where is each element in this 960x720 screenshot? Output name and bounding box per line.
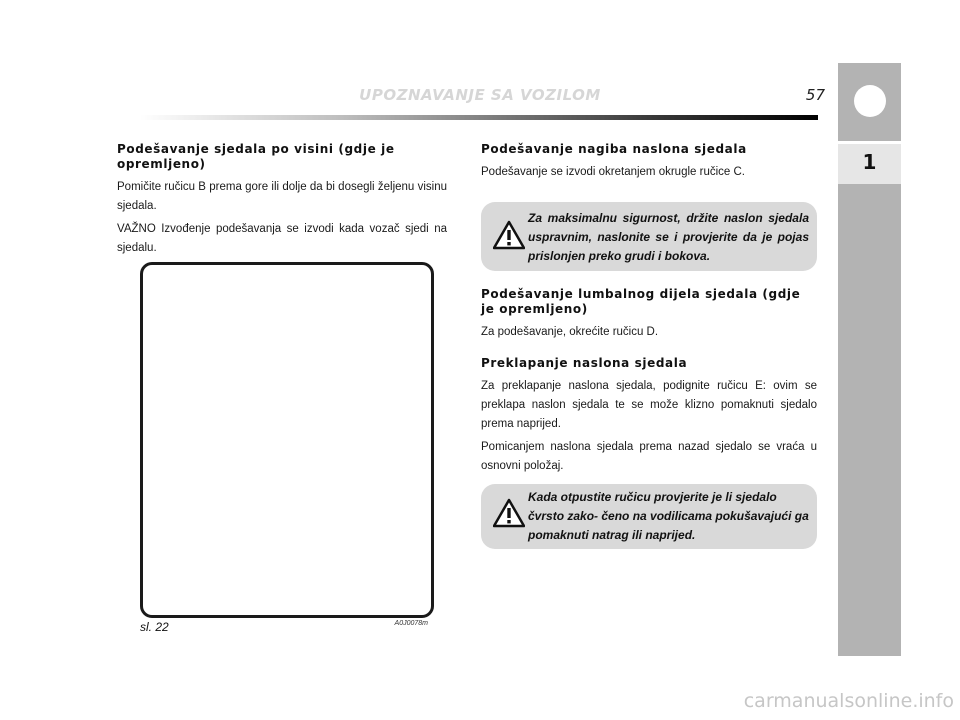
paragraph: VAŽNO Izvođenje podešavanja se izvodi kada vozač sjedi na sjedalu. [117, 223, 447, 254]
warning-text: Za maksimalnu sigurnost, držite naslon sjedala uspravnim, naslonite se i provjerite da je pojas prislonjen preko grudi i bokova. [528, 211, 809, 263]
right-column [481, 142, 817, 476]
paragraph: Pomicanjem naslona sjedala prema nazad sjedalo se vraća u osnovni položaj. [481, 441, 817, 472]
header-rule [140, 115, 818, 120]
paragraph: Za podešavanje, okrećite ručicu D. [481, 326, 659, 338]
section-heading-backrest-tilt: Podešavanje nagiba naslona sjedala [481, 142, 747, 156]
warning-box [481, 484, 817, 549]
warning-triangle-icon [493, 498, 525, 528]
left-column [117, 142, 447, 258]
paragraph: Pomičite ručicu B prema gore ili dolje da bi dosegli željenu visinu sjedala. [117, 181, 447, 212]
warning-triangle-icon [493, 220, 525, 250]
section-heading-lumbar: Podešavanje lumbalnog dijela sjedala (gdje je opremljeno) [481, 287, 801, 316]
section-heading-seat-height: Podešavanje sjedala po visini (gdje je opremljeno) [117, 142, 395, 171]
section-heading-backrest-fold: Preklapanje naslona sjedala [481, 356, 688, 370]
warning-box [481, 202, 817, 271]
warning-text: Kada otpustite ručicu provjerite je li sjedalo čvrsto zako- čeno na vodilicama pokušavajući ga pomaknuti natrag ili naprijed. [528, 490, 809, 542]
figure-image-frame [140, 262, 434, 618]
paragraph: Za preklapanje naslona sjedala, podignite ručicu E: ovim se preklapa naslon sjedala te se može klizno pomaknuti sjedalo prema naprijed. [481, 380, 817, 430]
chapter-number: 1 [862, 150, 877, 174]
paragraph: Podešavanje se izvodi okretanjem okrugle ručice C. [481, 166, 745, 178]
running-header-title: UPOZNAVANJE SA VOZILOM [359, 86, 601, 104]
figure-code: A0J0078m [394, 620, 428, 627]
chapter-circle-icon [854, 85, 886, 117]
page-number: 57 [805, 86, 825, 104]
figure-caption: sl. 22 [140, 620, 169, 634]
watermark-link[interactable]: carmanualsonline.info [743, 690, 954, 712]
